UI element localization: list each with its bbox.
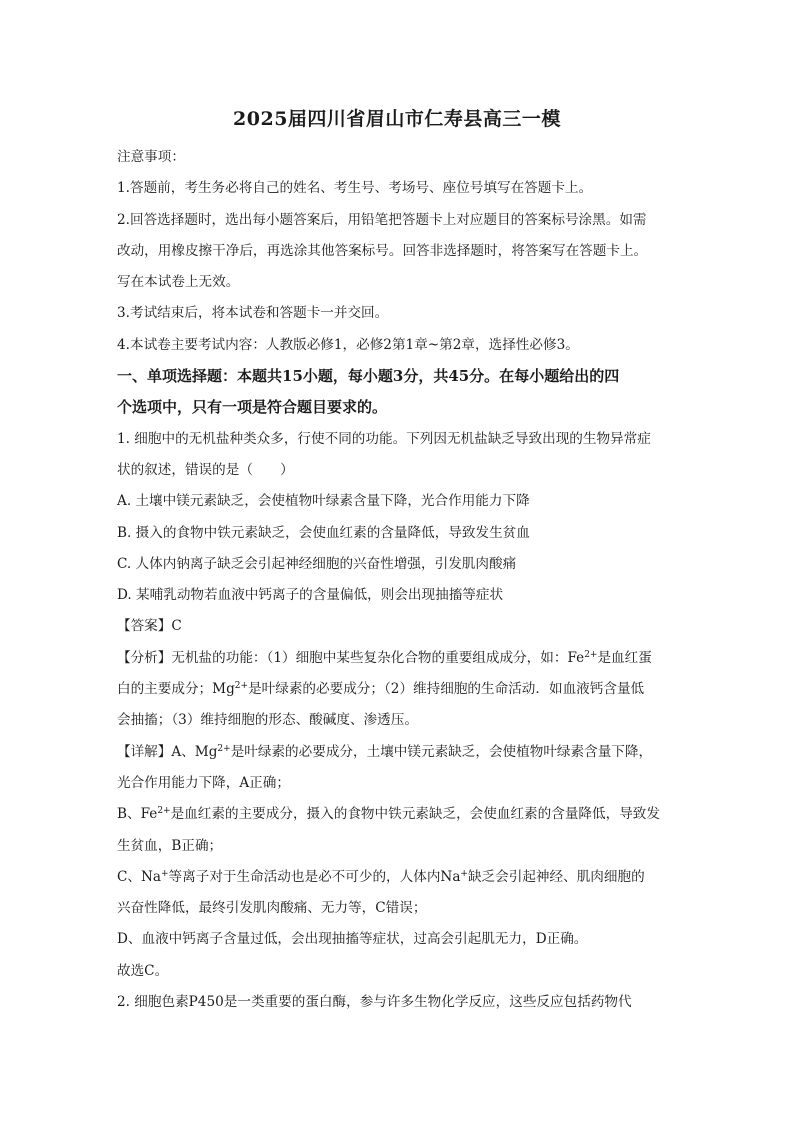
superscript: 2+ xyxy=(584,649,598,660)
superscript: 2+ xyxy=(234,681,249,692)
question-1-analysis-line-1 xyxy=(117,643,677,674)
question-1-detail-line-7: D、血液中钙离子含量过低，会出现抽搐等症状，过高会引起肌无力，D正确。 xyxy=(117,931,588,948)
section-heading-line-2: 个选项中，只有一项是符合题目要求的。 xyxy=(117,398,388,417)
text-span: 是叶绿素的必要成分，土壤中镁元素缺乏，会使植物叶绿素含量下降， xyxy=(230,743,653,760)
text-span: 【详解】A、Mg xyxy=(117,743,218,760)
question-1-option-a: A. 土壤中镁元素缺乏，会使植物叶绿素含量下降，光合作用能力下降 xyxy=(117,493,530,510)
question-1-detail-line-1 xyxy=(117,737,677,768)
question-1-stem-line-1: 1. 细胞中的无机盐种类众多，行使不同的功能。下列因无机盐缺乏导致出现的生物异常症 xyxy=(117,430,651,447)
notice-item-1: 1.答题前，考生务必将自己的姓名、考生号、考场号、座位号填写在答题卡上。 xyxy=(117,180,593,197)
question-1-detail-line-6: 兴奋性降低，最终引发肌肉酸痛、无力等，C错误； xyxy=(117,900,427,917)
text-span: B、Fe xyxy=(117,806,158,823)
document-body xyxy=(117,142,677,1018)
question-1-option-c: C. 人体内钠离子缺乏会引起神经细胞的兴奋性增强，引发肌肉酸痛 xyxy=(117,555,517,572)
text-span: 等离子对于生命活动也是必不可少的，人体内Na xyxy=(168,868,461,885)
notice-heading: 注意事项： xyxy=(117,149,185,165)
superscript: 2+ xyxy=(157,806,171,817)
question-1-stem-line-2: 状的叙述，错误的是（ ） xyxy=(117,461,294,478)
question-1-detail-line-4: 生贫血，B正确； xyxy=(117,837,223,854)
text-span: 缺乏会引起神经、肌肉细胞的 xyxy=(467,868,645,885)
superscript: 2+ xyxy=(217,743,231,754)
text-span: 是血红蛋 xyxy=(597,649,652,666)
text-span: 【分析】无机盐的功能：（1）细胞中某些复杂化合物的重要组成成分，如：Fe xyxy=(117,649,585,666)
question-1-conclusion: 故选C。 xyxy=(117,962,169,979)
text-span: C、Na xyxy=(117,868,161,885)
question-1-answer: 【答案】C xyxy=(117,618,182,635)
text-span: 是血红素的主要成分，摄入的食物中铁元素缺乏，会使血红素的含量降低，导致发 xyxy=(170,806,660,823)
question-1-option-b: B. 摄入的食物中铁元素缺乏，会使血红素的含量降低，导致发生贫血 xyxy=(117,524,530,541)
page-title: 2025届四川省眉山市仁寿县高三一模 xyxy=(233,108,561,130)
superscript: + xyxy=(460,868,468,879)
question-2-stem-line-1: 2. 细胞色素P450是一类重要的蛋白酶，参与许多生物化学反应，这些反应包括药物代 xyxy=(117,994,632,1011)
question-1-detail-line-5 xyxy=(117,862,677,893)
notice-item-4: 4.本试卷主要考试内容：人教版必修1，必修2第1章~第2章，选择性必修3。 xyxy=(117,336,579,353)
question-1-analysis-line-3: 会抽搐；（3）维持细胞的形态、酸碱度、渗透压。 xyxy=(117,712,418,729)
question-1-analysis-line-2 xyxy=(117,674,677,705)
question-1-detail-line-2: 光合作用能力下降，A正确； xyxy=(117,774,290,791)
text-span: 是叶绿素的必要成分；（2）维持细胞的生命活动．如血液钙含量低 xyxy=(248,681,645,698)
notice-item-2-line-1: 2.回答选择题时，选出每小题答案后，用铅笔把答题卡上对应题目的答案标号涂黑。如需 xyxy=(117,211,647,228)
text-span: 白的主要成分；Mg xyxy=(117,681,235,698)
notice-item-2-line-3: 写在本试卷上无效。 xyxy=(117,274,240,291)
question-1-detail-line-3 xyxy=(117,799,677,830)
question-1-option-d: D. 某哺乳动物若血液中钙离子的含量偏低，则会出现抽搐等症状 xyxy=(117,587,504,604)
superscript: + xyxy=(161,868,169,879)
notice-item-3: 3.考试结束后，将本试卷和答题卡一并交回。 xyxy=(117,305,389,322)
section-heading-line-1: 一、单项选择题：本题共15小题，每小题3分，共45分。在每小题给出的四 xyxy=(117,367,620,386)
notice-item-2-line-2: 改动，用橡皮擦干净后，再选涂其他答案标号。回答非选择题时，将答案写在答题卡上。 xyxy=(117,242,648,259)
